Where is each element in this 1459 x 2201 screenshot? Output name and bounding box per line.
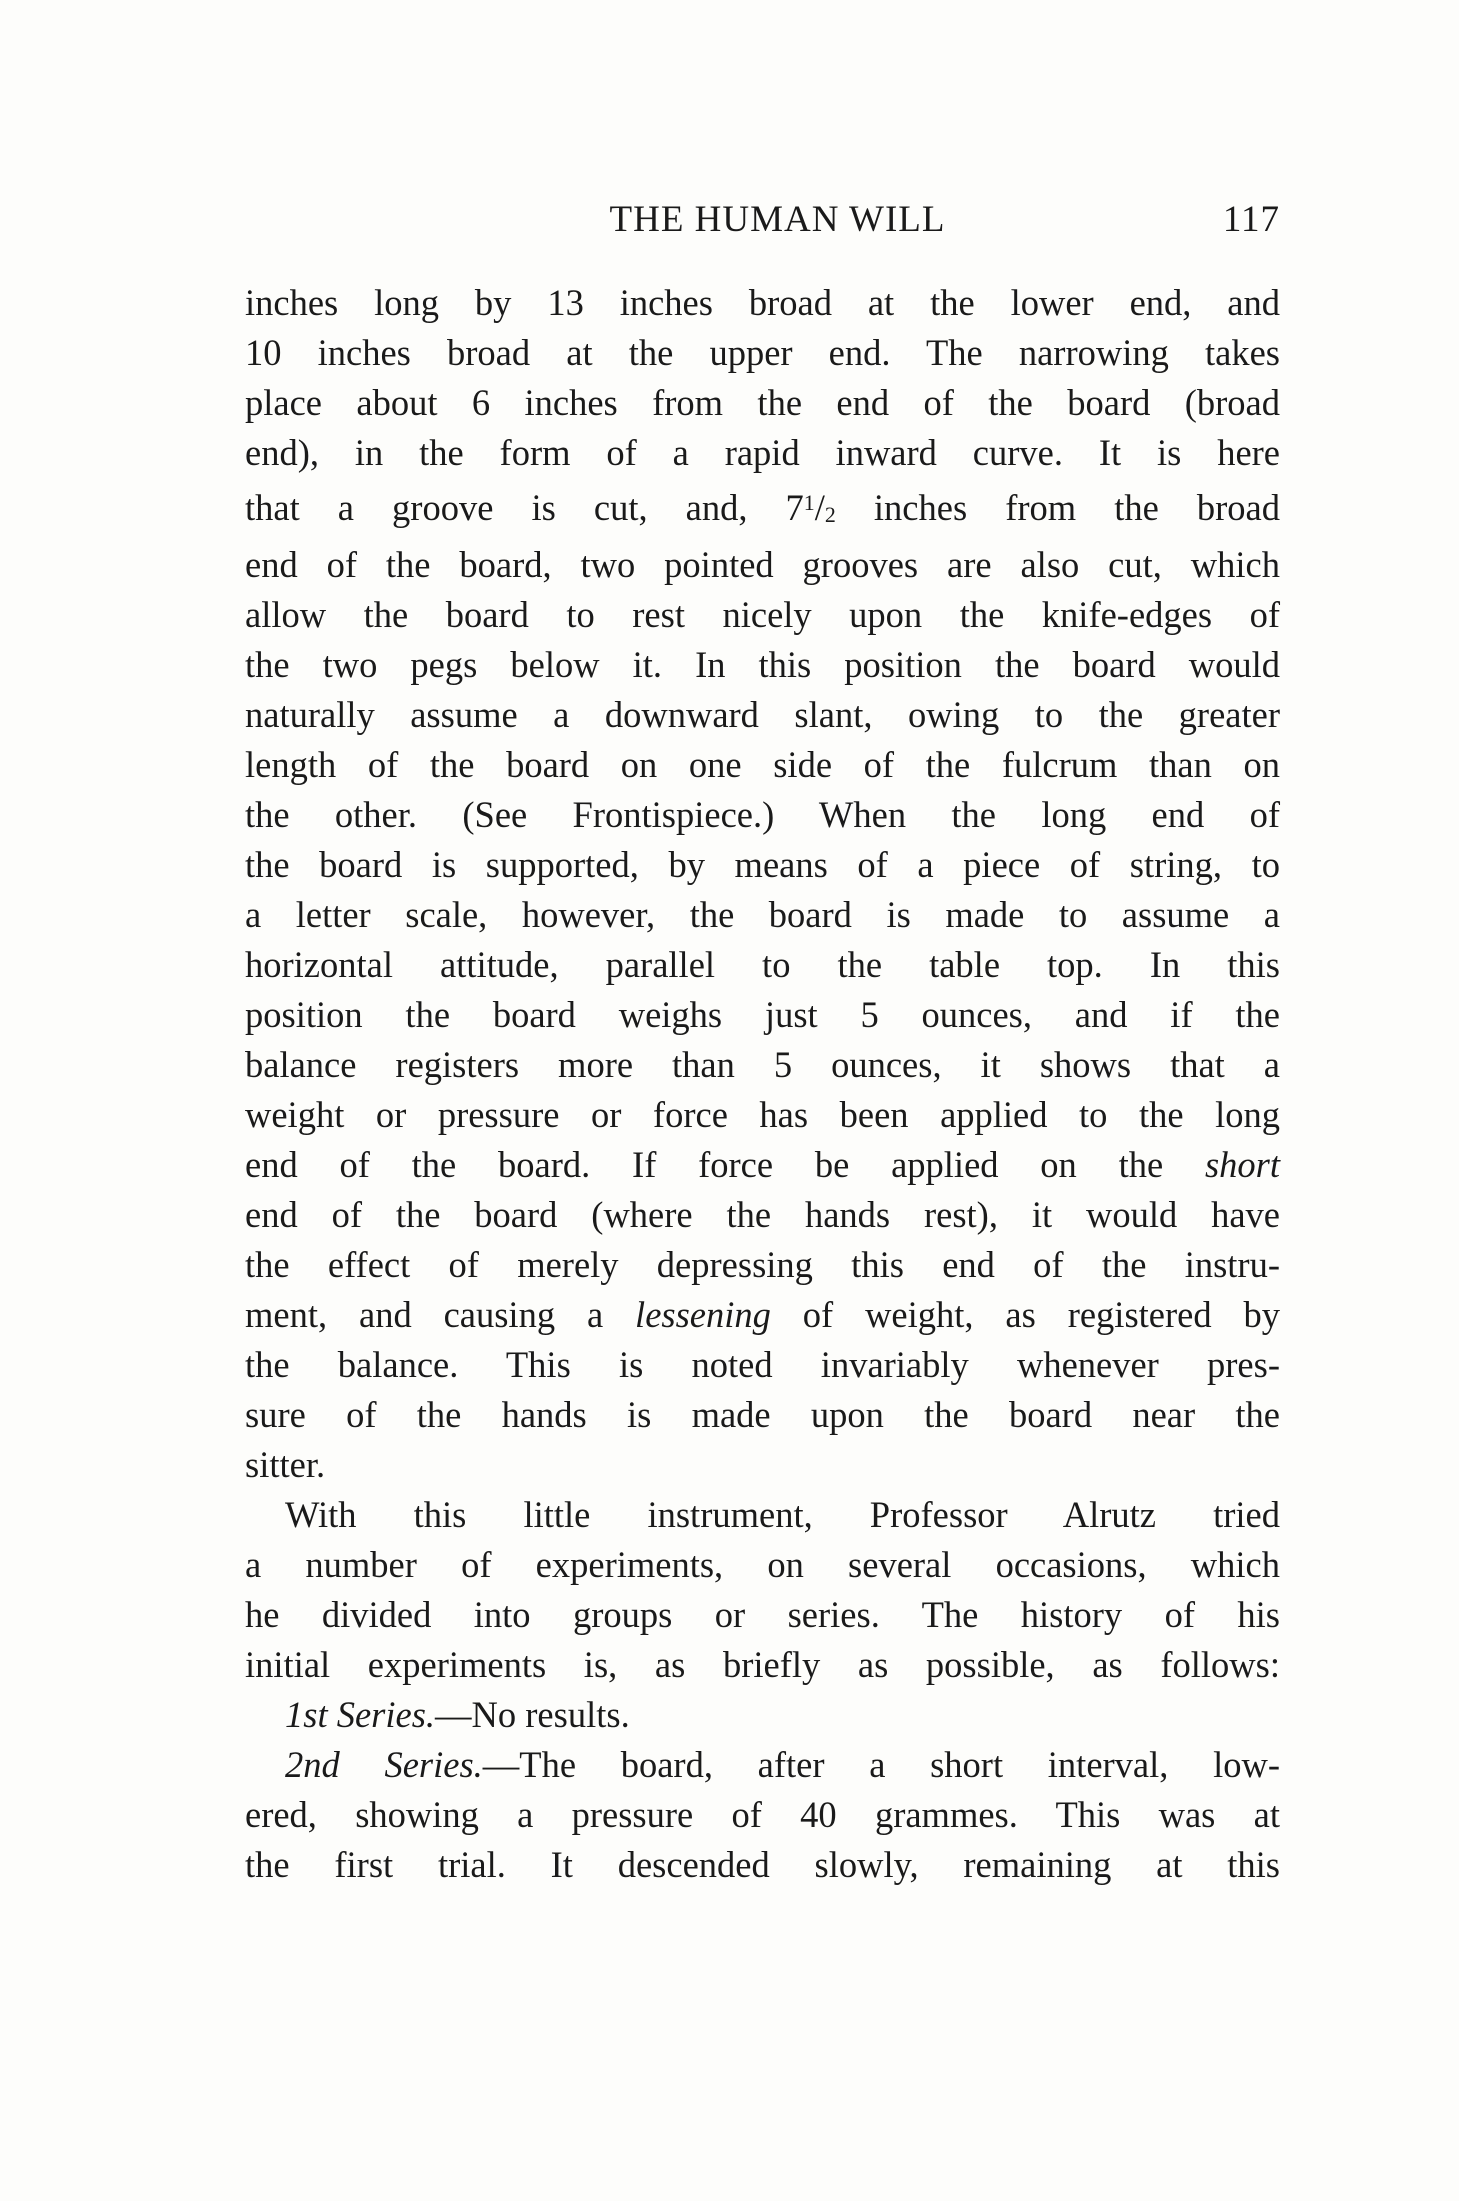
running-title: THE HUMAN WILL bbox=[609, 199, 946, 240]
body-text bbox=[245, 278, 1280, 1890]
text-line: a number of experiments, on several occasions, which bbox=[245, 1544, 1280, 1586]
text-line: the first trial. It descended slowly, remaining at this bbox=[245, 1844, 1280, 1886]
text-line bbox=[245, 478, 1280, 540]
text-line: inches long by 13 inches broad at the lower end, and bbox=[245, 282, 1280, 323]
text-line: length of the board on one side of the fulcrum than on bbox=[245, 744, 1280, 786]
text-line bbox=[245, 1740, 1280, 1790]
text-line bbox=[245, 1140, 1280, 1190]
text-line: the balance. This is noted invariably whenever pres- bbox=[245, 1344, 1280, 1386]
text-run: end of the board. If force be applied on the bbox=[245, 1144, 1205, 1186]
text-line: the other. (See Frontispiece.) When the long end of bbox=[245, 794, 1280, 836]
text-line: horizontal attitude, parallel to the table top. In this bbox=[245, 944, 1280, 986]
text-line: the two pegs below it. In this position the board would bbox=[245, 644, 1280, 686]
text-run: inches from the broad bbox=[835, 486, 1280, 528]
fraction-denominator: 2 bbox=[824, 502, 836, 528]
text-line: end), in the form of a rapid inward curve. It is here bbox=[245, 432, 1280, 473]
text-line: sure of the hands is made upon the board near the bbox=[245, 1394, 1280, 1436]
text-line: initial experiments is, as briefly as possible, as follows: bbox=[245, 1644, 1280, 1686]
text-run: of weight, as registered by bbox=[770, 1294, 1280, 1336]
text-line: sitter. bbox=[245, 1444, 326, 1486]
text-run: —The board, after a short interval, low- bbox=[482, 1744, 1280, 1786]
text-line: end of the board, two pointed grooves are also cut, which bbox=[245, 544, 1280, 586]
text-run: —No results. bbox=[435, 1694, 630, 1736]
text-line bbox=[245, 1690, 1280, 1740]
text-line: balance registers more than 5 ounces, it shows that a bbox=[245, 1044, 1280, 1086]
italic-word: short bbox=[1204, 1144, 1280, 1186]
series-label: 1st Series. bbox=[285, 1694, 436, 1736]
running-head bbox=[245, 198, 1280, 248]
text-line: a letter scale, however, the board is made to assume a bbox=[245, 894, 1280, 936]
text-line: the effect of merely depressing this end of the instru- bbox=[245, 1244, 1280, 1286]
text-line: weight or pressure or force has been applied to the long bbox=[245, 1094, 1280, 1136]
text-line: end of the board (where the hands rest), it would have bbox=[245, 1194, 1280, 1236]
text-line: position the board weighs just 5 ounces, and if the bbox=[245, 994, 1280, 1036]
text-run: that a groove is cut, and, 7 bbox=[245, 486, 804, 528]
text-line: naturally assume a downward slant, owing to the greater bbox=[245, 694, 1280, 736]
text-line: the board is supported, by means of a piece of string, to bbox=[245, 844, 1280, 886]
text-line: he divided into groups or series. The history of his bbox=[245, 1594, 1280, 1636]
text-line: ered, showing a pressure of 40 grammes. This was at bbox=[245, 1794, 1280, 1836]
text-line: 10 inches broad at the upper end. The narrowing takes bbox=[245, 332, 1280, 373]
fraction bbox=[804, 487, 836, 528]
italic-word: lessening bbox=[635, 1294, 771, 1336]
text-line: With this little instrument, Professor Alrutz tried bbox=[285, 1494, 1280, 1536]
text-line: place about 6 inches from the end of the board (broad bbox=[245, 382, 1280, 423]
series-label: 2nd Series. bbox=[285, 1744, 483, 1786]
fraction-numerator: 1 bbox=[803, 490, 815, 515]
text-line: allow the board to rest nicely upon the knife-edges of bbox=[245, 594, 1280, 636]
text-line bbox=[245, 1290, 1280, 1340]
text-run: ment, and causing a bbox=[245, 1294, 636, 1336]
page-number: 117 bbox=[1222, 199, 1280, 240]
fraction-slash: / bbox=[814, 486, 825, 528]
